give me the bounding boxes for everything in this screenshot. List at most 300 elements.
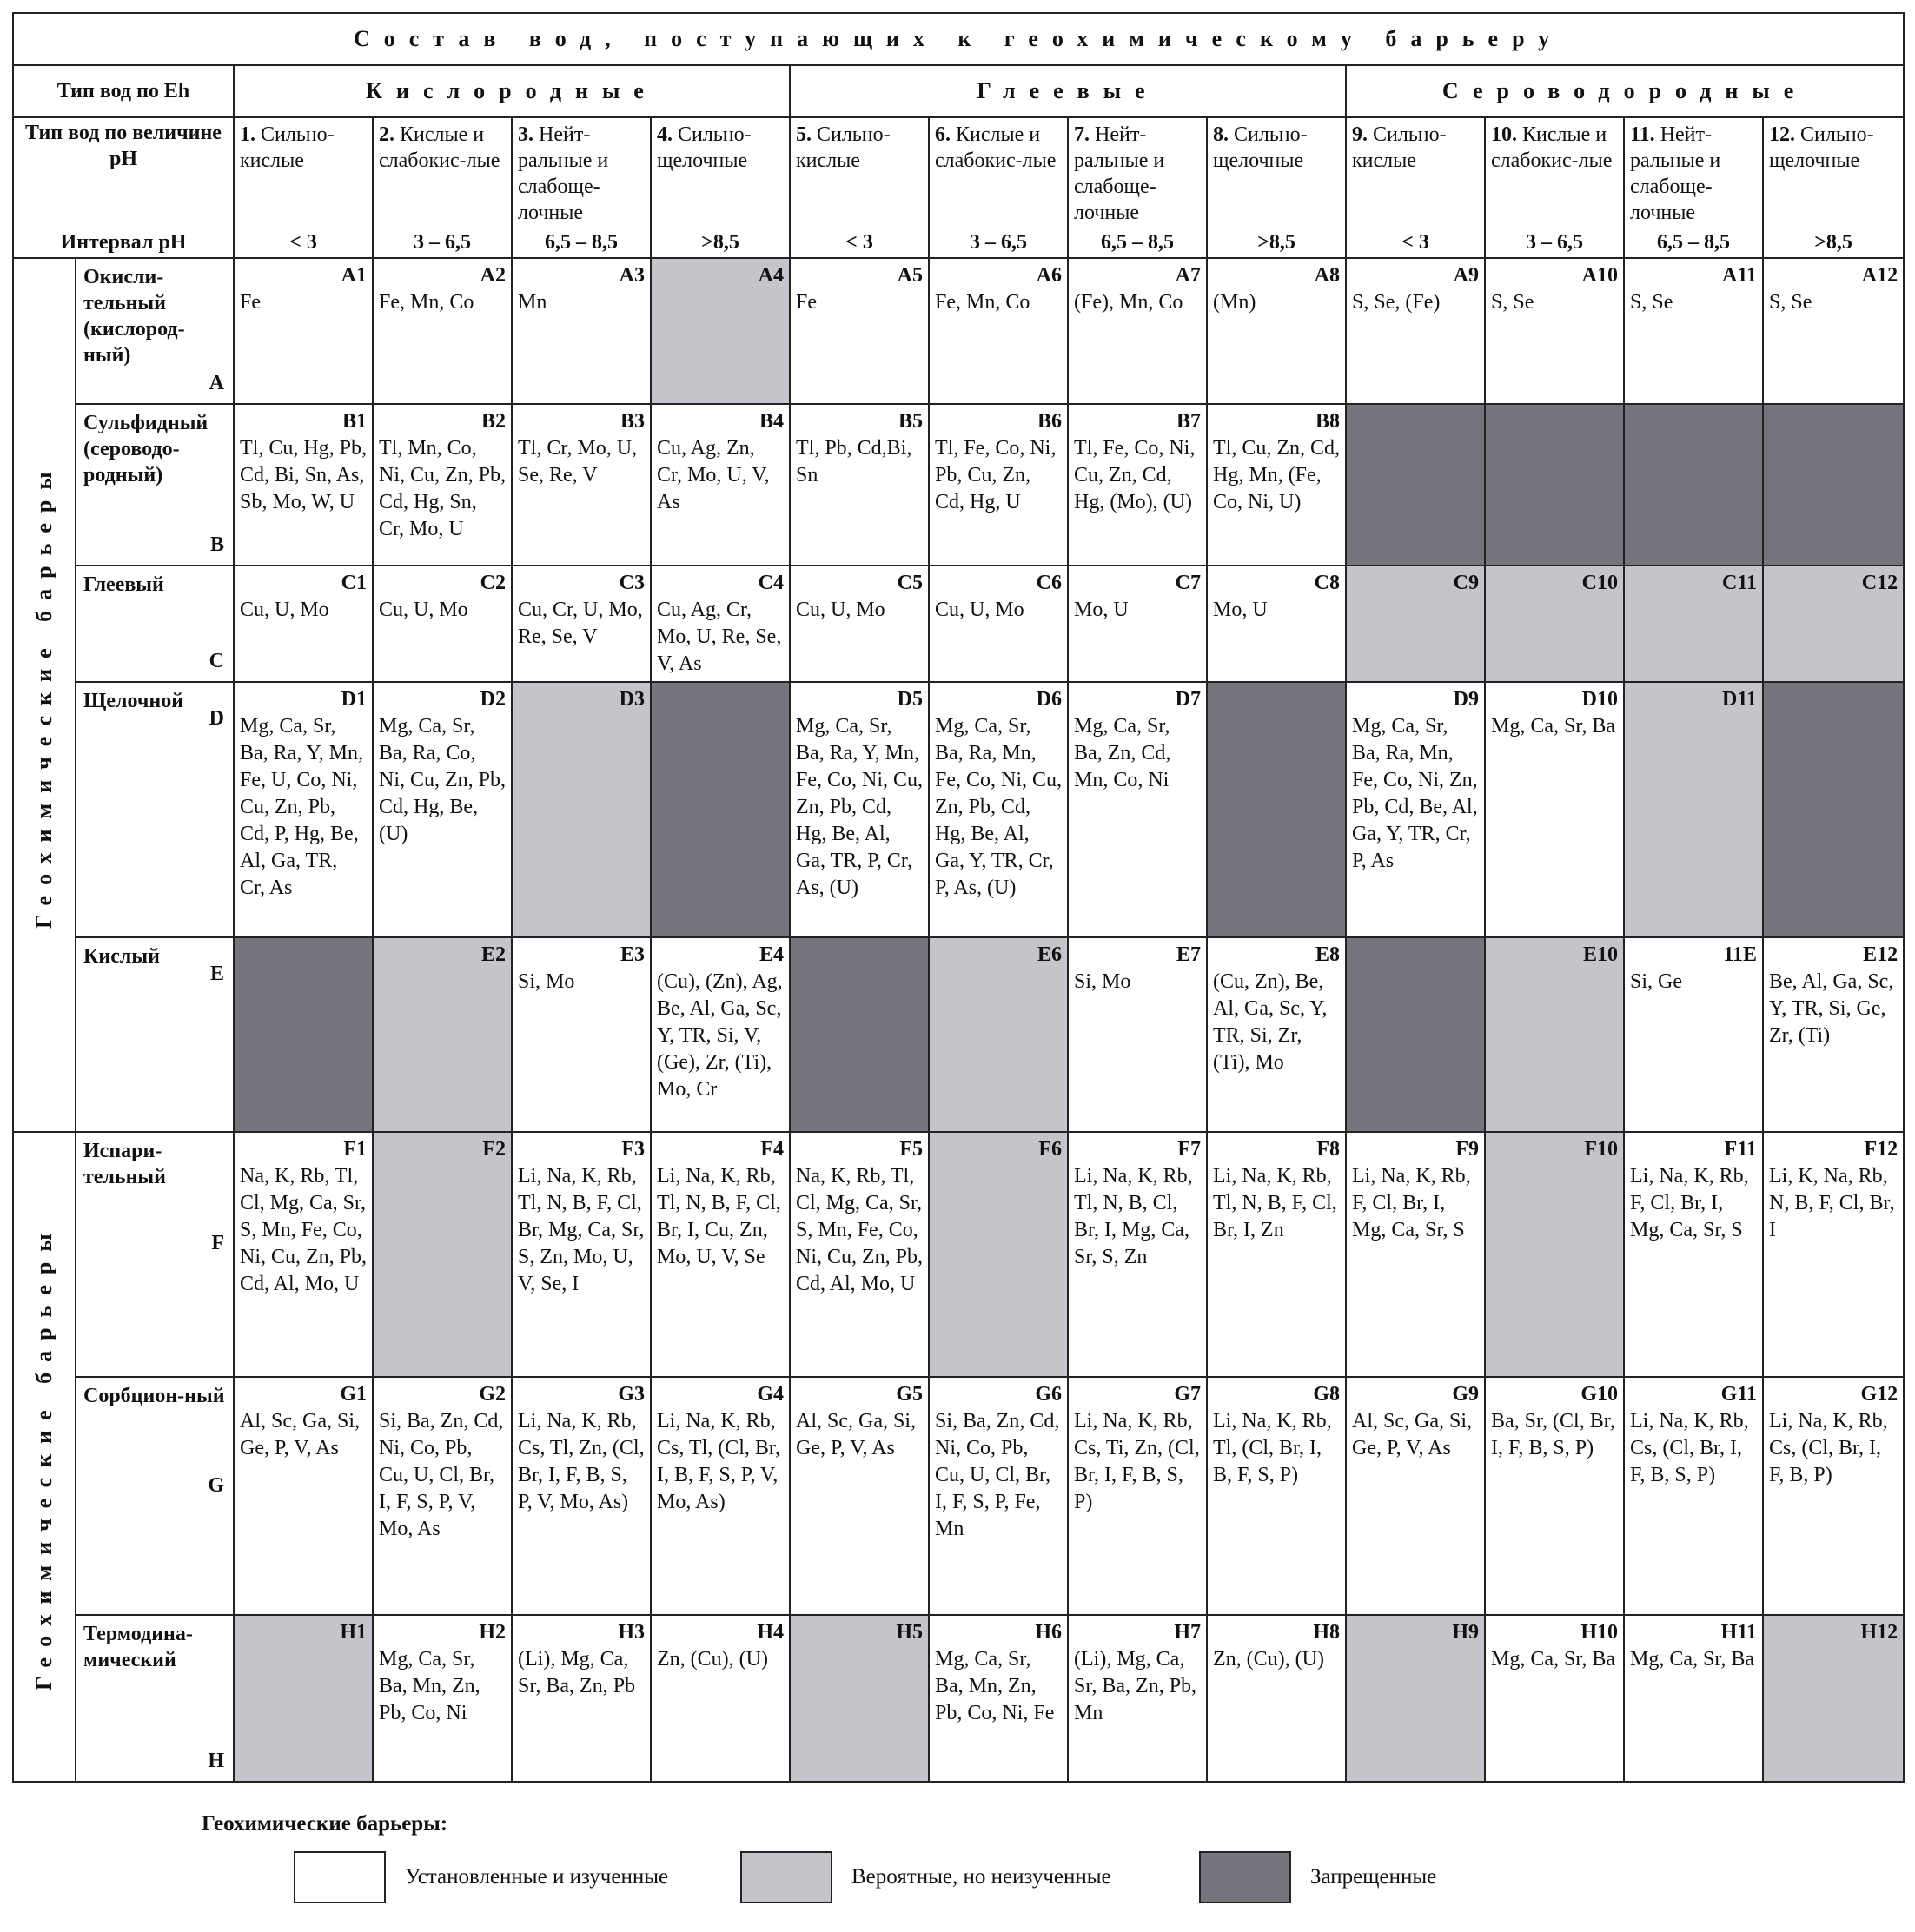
cell-elements: S, Se	[1491, 291, 1534, 314]
barrier-table	[12, 12, 1905, 1783]
cell-elements: Li, Na, K, Rb, Tl, (Cl, Br, I, B, F, S, P)	[1213, 1410, 1332, 1486]
barrier-cell	[1207, 566, 1346, 682]
legend-item	[740, 1850, 1111, 1904]
column-interval: 3 – 6,5	[414, 231, 471, 254]
cell-elements: Mg, Ca, Sr, Ba, Zn, Cd, Mn, Co, Ni	[1074, 715, 1171, 791]
cell-elements: Tl, Pb, Cd,Bi, Sn	[796, 437, 912, 486]
cell-elements: (Cu), (Zn), Ag, Be, Al, Ga, Sc, Y, TR, Si, V, (Ge), Zr, (Ti), Mo, Cr	[657, 970, 783, 1101]
cell-code: G8	[1313, 1383, 1340, 1406]
barrier-type-name: Термодина-мический	[83, 1623, 193, 1671]
barrier-cell	[790, 566, 929, 682]
barrier-type-label	[76, 404, 234, 566]
eh-group-header: Кислородные	[234, 65, 790, 117]
barrier-type-name: Щелочной	[83, 690, 184, 712]
cell-code: F1	[343, 1138, 367, 1161]
barrier-row	[13, 258, 1904, 404]
cell-elements: Li, Na, K, Rb, Tl, N, B, F, Cl, Br, I, Cu, Zn, Mo, U, V, Se	[657, 1165, 781, 1268]
cell-elements: Tl, Mn, Co, Ni, Cu, Zn, Pb, Cd, Hg, Sn, Cr, Mo, U	[379, 437, 507, 540]
cell-elements: Mg, Ca, Sr, Ba, Mn, Zn, Pb, Co, Ni, Fe	[935, 1648, 1055, 1724]
barrier-cell	[1207, 1132, 1346, 1377]
barrier-cell	[1068, 937, 1207, 1132]
barrier-cell	[651, 1377, 790, 1615]
cell-code: G9	[1452, 1383, 1479, 1406]
group-label-text: Геохимические барьеры	[31, 1223, 56, 1690]
cell-code: E2	[480, 943, 506, 966]
column-name: Нейт-ральные и слабоще-лочные	[518, 123, 609, 224]
cell-elements: Ba, Sr, (Cl, Br, I, F, B, S, P)	[1491, 1410, 1615, 1459]
column-number: 1.	[240, 123, 255, 146]
cell-code: F10	[1584, 1138, 1618, 1161]
column-header	[929, 117, 1068, 258]
cell-code: C6	[1036, 572, 1062, 594]
barrier-type-letter: D	[209, 707, 224, 730]
barrier-cell	[929, 404, 1068, 566]
cell-elements: Mg, Ca, Sr, Ba	[1491, 1648, 1616, 1671]
barrier-row	[13, 566, 1904, 682]
barrier-cell	[790, 1615, 929, 1782]
barrier-cell	[651, 404, 790, 566]
column-header	[1207, 117, 1346, 258]
cell-code: A5	[897, 264, 923, 287]
cell-code: H3	[618, 1621, 645, 1644]
cell-code: H4	[757, 1621, 784, 1644]
cell-code: E7	[1176, 943, 1201, 966]
barrier-type-letter: F	[211, 1232, 224, 1254]
cell-code: F6	[1038, 1138, 1062, 1161]
cell-elements: Na, K, Rb, Tl, Cl, Mg, Ca, Sr, S, Mn, Fe, Co, Ni, Cu, Zn, Pb, Cd, Al, Mo, U	[240, 1165, 368, 1295]
legend-swatch	[1199, 1851, 1291, 1903]
cell-code: B2	[480, 410, 506, 433]
cell-elements: Mg, Ca, Sr, Ba, Ra, Y, Mn, Fe, Co, Ni, Cu, Zn, Pb, Cd, Hg, Be, Al, Ga, TR, P, Cr, As, (U)	[796, 715, 924, 899]
column-header	[1485, 117, 1624, 258]
cell-elements: Fe, Mn, Co	[935, 291, 1030, 314]
cell-elements: Cu, Ag, Cr, Mo, U, Re, Se, V, As	[657, 599, 782, 675]
column-interval: 3 – 6,5	[970, 231, 1027, 254]
barrier-cell	[1068, 1377, 1207, 1615]
cell-elements: Li, Na, K, Rb, Cs, (Cl, Br, I, F, B, S, P)	[1630, 1410, 1749, 1486]
barrier-cell	[1624, 937, 1763, 1132]
barrier-cell	[1763, 937, 1904, 1132]
barrier-cell	[1485, 1377, 1624, 1615]
cell-elements: Li, K, Na, Rb, N, B, F, Cl, Br, I	[1769, 1165, 1895, 1241]
barrier-row	[13, 1377, 1904, 1615]
cell-elements: Al, Sc, Ga, Si, Ge, P, V, As	[796, 1410, 916, 1459]
column-number: 8.	[1213, 123, 1229, 146]
column-header	[651, 117, 790, 258]
column-interval: >8,5	[1257, 231, 1295, 254]
cell-elements: Fe	[240, 291, 261, 314]
cell-code: A9	[1453, 264, 1479, 287]
barrier-cell	[512, 258, 651, 404]
cell-elements: Fe	[796, 291, 817, 314]
barrier-cell	[512, 1377, 651, 1615]
legend-label: Установленные и изученные	[405, 1865, 669, 1889]
barrier-cell	[1485, 258, 1624, 404]
cell-code: A4	[758, 264, 784, 287]
barrier-type-label	[76, 258, 234, 404]
barrier-cell	[929, 258, 1068, 404]
cell-code: B4	[759, 410, 784, 433]
cell-code: G4	[757, 1383, 784, 1406]
barrier-cell	[929, 1615, 1068, 1782]
cell-elements: Cu, Cr, U, Mo, Re, Se, V	[518, 599, 643, 648]
cell-code: H12	[1860, 1621, 1898, 1644]
column-header	[512, 117, 651, 258]
cell-code: 11E	[1723, 943, 1757, 966]
barrier-cell	[1624, 258, 1763, 404]
barrier-cell	[1346, 1377, 1485, 1615]
cell-code: D6	[1036, 688, 1062, 711]
barrier-type-name: Окисли-тельный (кислород-ный)	[83, 266, 185, 367]
barrier-row	[13, 404, 1904, 566]
eh-label: Тип вод по Eh	[13, 65, 234, 117]
cell-elements: Si, Ba, Zn, Cd, Ni, Co, Pb, Cu, U, Cl, Br, I, F, S, P, V, Mo, As	[379, 1410, 504, 1540]
cell-elements: Mg, Ca, Sr, Ba	[1630, 1648, 1755, 1671]
cell-elements: Be, Al, Ga, Sc, Y, TR, Si, Ge, Zr, (Ti)	[1769, 970, 1894, 1047]
cell-code: G11	[1720, 1383, 1757, 1406]
cell-elements: Mg, Ca, Sr, Ba, Mn, Zn, Pb, Co, Ni	[379, 1648, 480, 1724]
cell-elements: S, Se	[1769, 291, 1812, 314]
legend-item	[294, 1850, 668, 1904]
column-header	[1346, 117, 1485, 258]
cell-code: H9	[1452, 1621, 1479, 1644]
barrier-cell	[234, 566, 373, 682]
barrier-cell	[373, 1132, 512, 1377]
cell-code: G5	[896, 1383, 923, 1406]
cell-elements: Si, Mo	[1074, 970, 1131, 993]
barrier-cell	[1763, 566, 1904, 682]
barrier-cell	[1624, 1377, 1763, 1615]
cell-code: G6	[1035, 1383, 1062, 1406]
cell-code: B3	[620, 410, 645, 433]
group-label	[13, 1132, 76, 1782]
barrier-cell	[651, 937, 790, 1132]
cell-elements: S, Se	[1630, 291, 1673, 314]
barrier-row	[13, 937, 1904, 1132]
cell-code: C5	[897, 572, 923, 594]
cell-elements: Li, Na, K, Rb, Cs, Ti, Zn, (Cl, Br, I, F, B, S, P)	[1074, 1410, 1200, 1513]
barrier-type-label	[76, 1377, 234, 1615]
cell-code: C9	[1453, 572, 1479, 594]
barrier-cell	[1485, 937, 1624, 1132]
legend-swatch	[294, 1851, 386, 1903]
column-interval: < 3	[289, 231, 317, 254]
cell-code: D7	[1175, 688, 1201, 711]
cell-code: B5	[898, 410, 923, 433]
cell-code: G3	[618, 1383, 645, 1406]
cell-code: E4	[759, 943, 784, 966]
barrier-cell	[1346, 566, 1485, 682]
legend-item	[1199, 1850, 1436, 1904]
column-name: Нейт-ральные и слабоще-лочные	[1074, 123, 1165, 224]
barrier-cell	[790, 937, 929, 1132]
group-label-text: Геохимические барьеры	[31, 461, 56, 929]
barrier-type-name: Кислый	[83, 945, 160, 968]
column-name: Сильно-щелочные	[1213, 123, 1308, 172]
column-interval: >8,5	[1814, 231, 1852, 254]
barrier-cell	[234, 937, 373, 1132]
cell-code: A11	[1721, 264, 1757, 287]
cell-elements: Cu, U, Mo	[379, 599, 468, 621]
cell-code: F9	[1455, 1138, 1479, 1161]
cell-elements: Zn, (Cu), (U)	[1213, 1648, 1324, 1671]
barrier-cell	[373, 404, 512, 566]
barrier-cell	[929, 1132, 1068, 1377]
barrier-cell	[1207, 404, 1346, 566]
barrier-type-letter: C	[209, 650, 224, 672]
column-number: 2.	[379, 123, 394, 146]
column-number: 10.	[1491, 123, 1517, 146]
cell-elements: Si, Ba, Zn, Cd, Ni, Co, Pb, Cu, U, Cl, Br, I, F, S, P, Fe, Mn	[935, 1410, 1060, 1540]
barrier-row	[13, 682, 1904, 937]
cell-elements: Li, Na, K, Rb, Tl, N, B, F, Cl, Br, Mg, Ca, Sr, S, Zn, Mo, U, V, Se, I	[518, 1165, 645, 1295]
cell-code: H5	[896, 1621, 923, 1644]
barrier-cell	[1346, 258, 1485, 404]
cell-code: C12	[1861, 572, 1898, 594]
cell-elements: Cu, U, Mo	[935, 599, 1024, 621]
cell-code: G10	[1580, 1383, 1618, 1406]
cell-code: E12	[1863, 943, 1898, 966]
cell-elements: (Fe), Mn, Co	[1074, 291, 1183, 314]
cell-code: C10	[1581, 572, 1618, 594]
cell-code: H11	[1720, 1621, 1757, 1644]
barrier-cell	[234, 404, 373, 566]
cell-code: F7	[1177, 1138, 1201, 1161]
barrier-cell	[373, 258, 512, 404]
group-label	[13, 258, 76, 1132]
column-interval: >8,5	[701, 231, 739, 254]
legend-label: Запрещенные	[1310, 1865, 1437, 1889]
cell-elements: Fe, Mn, Co	[379, 291, 474, 314]
cell-code: E3	[620, 943, 645, 966]
cell-code: C8	[1314, 572, 1340, 594]
barrier-cell	[929, 1377, 1068, 1615]
column-name: Сильно-кислые	[240, 123, 335, 172]
cell-elements: Li, Na, K, Rb, F, Cl, Br, I, Mg, Ca, Sr, S	[1352, 1165, 1471, 1241]
barrier-cell	[1068, 404, 1207, 566]
eh-group-header: Глеевые	[790, 65, 1346, 117]
cell-code: D11	[1721, 688, 1757, 711]
cell-code: B1	[341, 410, 367, 433]
barrier-type-label	[76, 1615, 234, 1782]
cell-elements: Al, Sc, Ga, Si, Ge, P, V, As	[1352, 1410, 1472, 1459]
cell-elements: Zn, (Cu), (U)	[657, 1648, 768, 1671]
cell-code: B6	[1037, 410, 1062, 433]
column-name: Кислые и слабокис-лые	[379, 123, 500, 172]
legend-swatch	[740, 1851, 832, 1903]
barrier-cell	[1624, 682, 1763, 937]
barrier-cell	[512, 566, 651, 682]
cell-code: H10	[1580, 1621, 1618, 1644]
column-interval: < 3	[1401, 231, 1429, 254]
cell-code: F3	[621, 1138, 645, 1161]
barrier-cell	[1763, 682, 1904, 937]
barrier-cell	[929, 937, 1068, 1132]
cell-code: E8	[1315, 943, 1340, 966]
barrier-cell	[1068, 1132, 1207, 1377]
ph-label-text: Тип вод по величине pH	[25, 122, 222, 170]
barrier-cell	[234, 258, 373, 404]
cell-code: E6	[1037, 943, 1062, 966]
column-number: 3.	[518, 123, 533, 146]
barrier-cell	[1207, 682, 1346, 937]
barrier-cell	[373, 937, 512, 1132]
barrier-cell	[234, 1132, 373, 1377]
cell-elements: Na, K, Rb, Tl, Cl, Mg, Ca, Sr, S, Mn, Fe, Co, Ni, Cu, Zn, Pb, Cd, Al, Mo, U	[796, 1165, 924, 1295]
column-number: 11.	[1630, 123, 1655, 146]
cell-elements: Mg, Ca, Sr, Ba, Ra, Mn, Fe, Co, Ni, Zn, Pb, Cd, Be, Al, Ga, Y, TR, Cr, P, As	[1352, 715, 1478, 872]
column-name: Сильно-щелочные	[657, 123, 752, 172]
cell-code: F8	[1316, 1138, 1340, 1161]
column-interval: < 3	[845, 231, 873, 254]
column-number: 12.	[1769, 123, 1795, 146]
barrier-cell	[1346, 1132, 1485, 1377]
cell-elements: Tl, Fe, Co, Ni, Cu, Zn, Cd, Hg, (Mo), (U)	[1074, 437, 1196, 513]
cell-code: F5	[899, 1138, 923, 1161]
barrier-type-letter: A	[209, 372, 224, 394]
barrier-cell	[790, 258, 929, 404]
barrier-cell	[1485, 1132, 1624, 1377]
cell-code: D2	[480, 688, 506, 711]
barrier-cell	[790, 1132, 929, 1377]
cell-elements: Li, Na, K, Rb, Cs, Tl, (Cl, Br, I, B, F, S, P, V, Mo, As)	[657, 1410, 780, 1513]
cell-code: E10	[1582, 943, 1618, 966]
barrier-cell	[1763, 258, 1904, 404]
barrier-cell	[929, 566, 1068, 682]
column-name: Кислые и слабокис-лые	[1491, 123, 1613, 172]
cell-code: F12	[1864, 1138, 1898, 1161]
column-interval: 3 – 6,5	[1526, 231, 1583, 254]
cell-elements: Si, Ge	[1630, 970, 1682, 993]
cell-code: D5	[897, 688, 923, 711]
cell-code: H6	[1035, 1621, 1062, 1644]
cell-elements: Tl, Cu, Zn, Cd, Hg, Mn, (Fe, Co, Ni, U)	[1213, 437, 1341, 513]
barrier-cell	[1207, 1615, 1346, 1782]
barrier-cell	[373, 1615, 512, 1782]
barrier-cell	[1346, 404, 1485, 566]
column-number: 9.	[1352, 123, 1368, 146]
cell-code: C11	[1721, 572, 1757, 594]
cell-code: G2	[479, 1383, 506, 1406]
cell-elements: Li, Na, K, Rb, Tl, N, B, Cl, Br, I, Mg, Ca, Sr, S, Zn	[1074, 1165, 1193, 1268]
barrier-cell	[1207, 937, 1346, 1132]
interval-label: Интервал pH	[60, 231, 187, 254]
column-name: Сильно-кислые	[1352, 123, 1447, 172]
cell-code: C3	[619, 572, 645, 594]
column-header	[373, 117, 512, 258]
barrier-cell	[512, 682, 651, 937]
cell-code: C2	[480, 572, 506, 594]
barrier-cell	[234, 1377, 373, 1615]
barrier-cell	[651, 682, 790, 937]
barrier-cell	[1346, 937, 1485, 1132]
barrier-cell	[1763, 404, 1904, 566]
cell-code: H1	[340, 1621, 367, 1644]
barrier-cell	[373, 1377, 512, 1615]
cell-elements: Mo, U	[1074, 599, 1129, 621]
column-header	[1763, 117, 1904, 258]
barrier-type-label	[76, 566, 234, 682]
barrier-cell	[1485, 404, 1624, 566]
barrier-type-label	[76, 937, 234, 1132]
cell-elements: Si, Mo	[518, 970, 575, 993]
cell-elements: (Li), Mg, Ca, Sr, Ba, Zn, Pb, Mn	[1074, 1648, 1197, 1724]
barrier-cell	[790, 682, 929, 937]
barrier-cell	[234, 682, 373, 937]
column-name: Нейт-ральные и слабоще-лочные	[1630, 123, 1721, 224]
cell-code: A12	[1861, 264, 1898, 287]
barrier-cell	[651, 566, 790, 682]
barrier-cell	[1485, 682, 1624, 937]
barrier-cell	[1346, 1615, 1485, 1782]
barrier-cell	[1624, 1615, 1763, 1782]
barrier-type-label	[76, 1132, 234, 1377]
cell-elements: Li, Na, K, Rb, Cs, (Cl, Br, I, F, B, P)	[1769, 1410, 1888, 1486]
cell-code: B7	[1176, 410, 1201, 433]
barrier-cell	[512, 1615, 651, 1782]
eh-group-header: Сероводородные	[1346, 65, 1904, 117]
cell-elements: (Cu, Zn), Be, Al, Ga, Sc, Y, TR, Si, Zr, (Ti), Mo	[1213, 970, 1328, 1074]
barrier-cell	[1068, 566, 1207, 682]
cell-elements: Cu, U, Mo	[796, 599, 885, 621]
cell-code: C7	[1175, 572, 1201, 594]
barrier-row	[13, 1132, 1904, 1377]
barrier-type-label	[76, 682, 234, 937]
barrier-type-name: Сульфидный (сероводо-родный)	[83, 412, 209, 486]
column-number: 5.	[796, 123, 812, 146]
column-interval: 6,5 – 8,5	[1657, 231, 1730, 254]
barrier-cell	[1763, 1615, 1904, 1782]
cell-elements: Tl, Cr, Mo, U, Se, Re, V	[518, 437, 638, 486]
column-interval: 6,5 – 8,5	[1101, 231, 1174, 254]
barrier-cell	[1207, 1377, 1346, 1615]
cell-elements: Tl, Fe, Co, Ni, Pb, Cu, Zn, Cd, Hg, U	[935, 437, 1057, 513]
column-header	[790, 117, 929, 258]
barrier-cell	[929, 682, 1068, 937]
barrier-cell	[790, 404, 929, 566]
cell-code: B8	[1315, 410, 1340, 433]
column-name: Сильно-щелочные	[1769, 123, 1874, 172]
barrier-type-name: Испари-тельный	[83, 1140, 166, 1188]
column-name: Кислые и слабокис-лые	[935, 123, 1057, 172]
cell-code: C1	[341, 572, 367, 594]
cell-code: H2	[479, 1621, 506, 1644]
column-number: 6.	[935, 123, 951, 146]
barrier-cell	[512, 937, 651, 1132]
cell-code: A7	[1175, 264, 1201, 287]
cell-elements: Mg, Ca, Sr, Ba, Ra, Y, Mn, Fe, U, Co, Ni, Cu, Zn, Pb, Cd, P, Hg, Be, Al, Ga, TR, Cr, As	[240, 715, 364, 899]
barrier-cell	[1763, 1132, 1904, 1377]
ph-label	[13, 117, 234, 258]
barrier-row	[13, 1615, 1904, 1782]
cell-code: A10	[1581, 264, 1618, 287]
cell-elements: Mn	[518, 291, 547, 314]
cell-code: A6	[1036, 264, 1062, 287]
table-title: Состав вод, поступающих к геохимическому барьеру	[13, 13, 1904, 65]
barrier-cell	[1763, 1377, 1904, 1615]
barrier-cell	[234, 1615, 373, 1782]
cell-elements: Tl, Cu, Hg, Pb, Cd, Bi, Sn, As, Sb, Mo, W, U	[240, 437, 368, 513]
cell-elements: (Mn)	[1213, 291, 1256, 314]
cell-code: G1	[340, 1383, 367, 1406]
barrier-cell	[1068, 1615, 1207, 1782]
cell-code: G12	[1860, 1383, 1898, 1406]
column-header	[234, 117, 373, 258]
cell-elements: Li, Na, K, Rb, Tl, N, B, F, Cl, Br, I, Zn	[1213, 1165, 1337, 1241]
barrier-cell	[1068, 258, 1207, 404]
barrier-cell	[1485, 566, 1624, 682]
column-header	[1068, 117, 1207, 258]
